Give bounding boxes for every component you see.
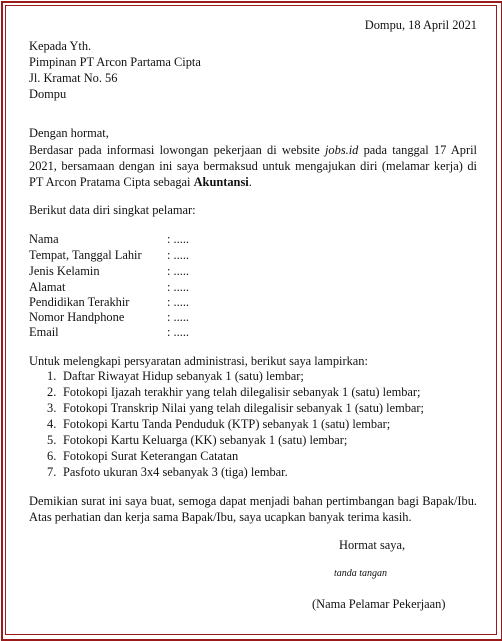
field-label-nama: Nama — [29, 232, 59, 246]
field-label-email: Email — [29, 325, 59, 339]
list-number: 3. — [47, 401, 57, 415]
field-label-education: Pendidikan Terakhir — [29, 295, 130, 309]
list-item — [47, 385, 421, 400]
field-label-ttl: Tempat, Tanggal Lahir — [29, 248, 142, 262]
recipient-line-4: Dompu — [29, 87, 67, 101]
place-date: Dompu, 18 April 2021 — [364, 18, 477, 32]
list-item — [47, 433, 347, 448]
list-text: Fotokopi Ijazah terakhir yang telah dilegalisir sebanyak 1 (satu) lembar; — [63, 385, 421, 399]
list-text: Pasfoto ukuran 3x4 sebanyak 3 (tiga) lembar. — [63, 465, 288, 479]
list-number: 4. — [47, 417, 57, 431]
field-label-gender: Jenis Kelamin — [29, 264, 100, 278]
signature-placeholder: tanda tangan — [334, 568, 388, 579]
intro-paragraph — [29, 142, 477, 190]
list-number: 5. — [47, 433, 57, 447]
list-item — [47, 401, 424, 416]
signer-name: (Nama Pelamar Pekerjaan) — [312, 597, 446, 611]
greeting: Dengan hormat, — [29, 126, 109, 140]
field-value-address: : ..... — [167, 280, 190, 294]
field-value-email: : ..... — [167, 325, 190, 339]
list-text: Daftar Riwayat Hidup sebanyak 1 (satu) lembar; — [63, 369, 304, 383]
list-text: Fotokopi Kartu Keluarga (KK) sebanyak 1 (satu) lembar; — [63, 433, 348, 447]
field-value-education: : ..... — [167, 295, 190, 309]
intro-website: jobs.id — [324, 143, 359, 157]
list-item — [47, 369, 304, 384]
recipient-line-1: Kepada Yth. — [29, 39, 92, 53]
list-number: 6. — [47, 449, 57, 463]
list-text: Fotokopi Transkrip Nilai yang telah dilegalisir sebanyak 1 (satu) lembar; — [63, 401, 424, 415]
intro-position: Akuntansi — [193, 175, 249, 189]
intro-text-end: . — [248, 175, 252, 189]
intro-text-2: pada tanggal 17 April 2021, bersamaan dengan ini saya bermaksud untuk mengajukan diri (melamar kerja) di PT Arcon Pratama Cipta sebagai — [29, 143, 477, 189]
list-number: 2. — [47, 385, 57, 399]
data-intro: Berikut data diri singkat pelamar: — [29, 203, 196, 217]
list-text: Fotokopi Surat Keterangan Catatan — [63, 449, 239, 463]
attachments-intro: Untuk melengkapi persyaratan administrasi, berikut saya lampirkan: — [29, 354, 368, 368]
intro-text-1: Berdasar pada informasi lowongan pekerjaan di website — [29, 143, 325, 157]
field-value-gender: : ..... — [167, 264, 190, 278]
field-label-phone: Nomor Handphone — [29, 310, 125, 324]
field-value-nama: : ..... — [167, 232, 190, 246]
field-value-phone: : ..... — [167, 310, 190, 324]
closing-paragraph: Demikian surat ini saya buat, semoga dapat menjadi bahan pertimbangan bagi Bapak/Ibu. Atas perhatian dan kerja sama Bapak/Ibu, saya ucapkan banyak terima kasih. — [29, 494, 477, 524]
list-item — [47, 465, 288, 480]
list-number: 7. — [47, 465, 57, 479]
list-item — [47, 417, 390, 432]
list-text: Fotokopi Kartu Tanda Penduduk (KTP) sebanyak 1 (satu) lembar; — [63, 417, 391, 431]
regards: Hormat saya, — [339, 538, 406, 552]
field-label-address: Alamat — [29, 280, 66, 294]
list-item — [47, 449, 238, 464]
recipient-line-2: Pimpinan PT Arcon Partama Cipta — [29, 55, 201, 69]
recipient-line-3: Jl. Kramat No. 56 — [29, 71, 118, 85]
list-number: 1. — [47, 369, 57, 383]
field-value-ttl: : ..... — [167, 248, 190, 262]
